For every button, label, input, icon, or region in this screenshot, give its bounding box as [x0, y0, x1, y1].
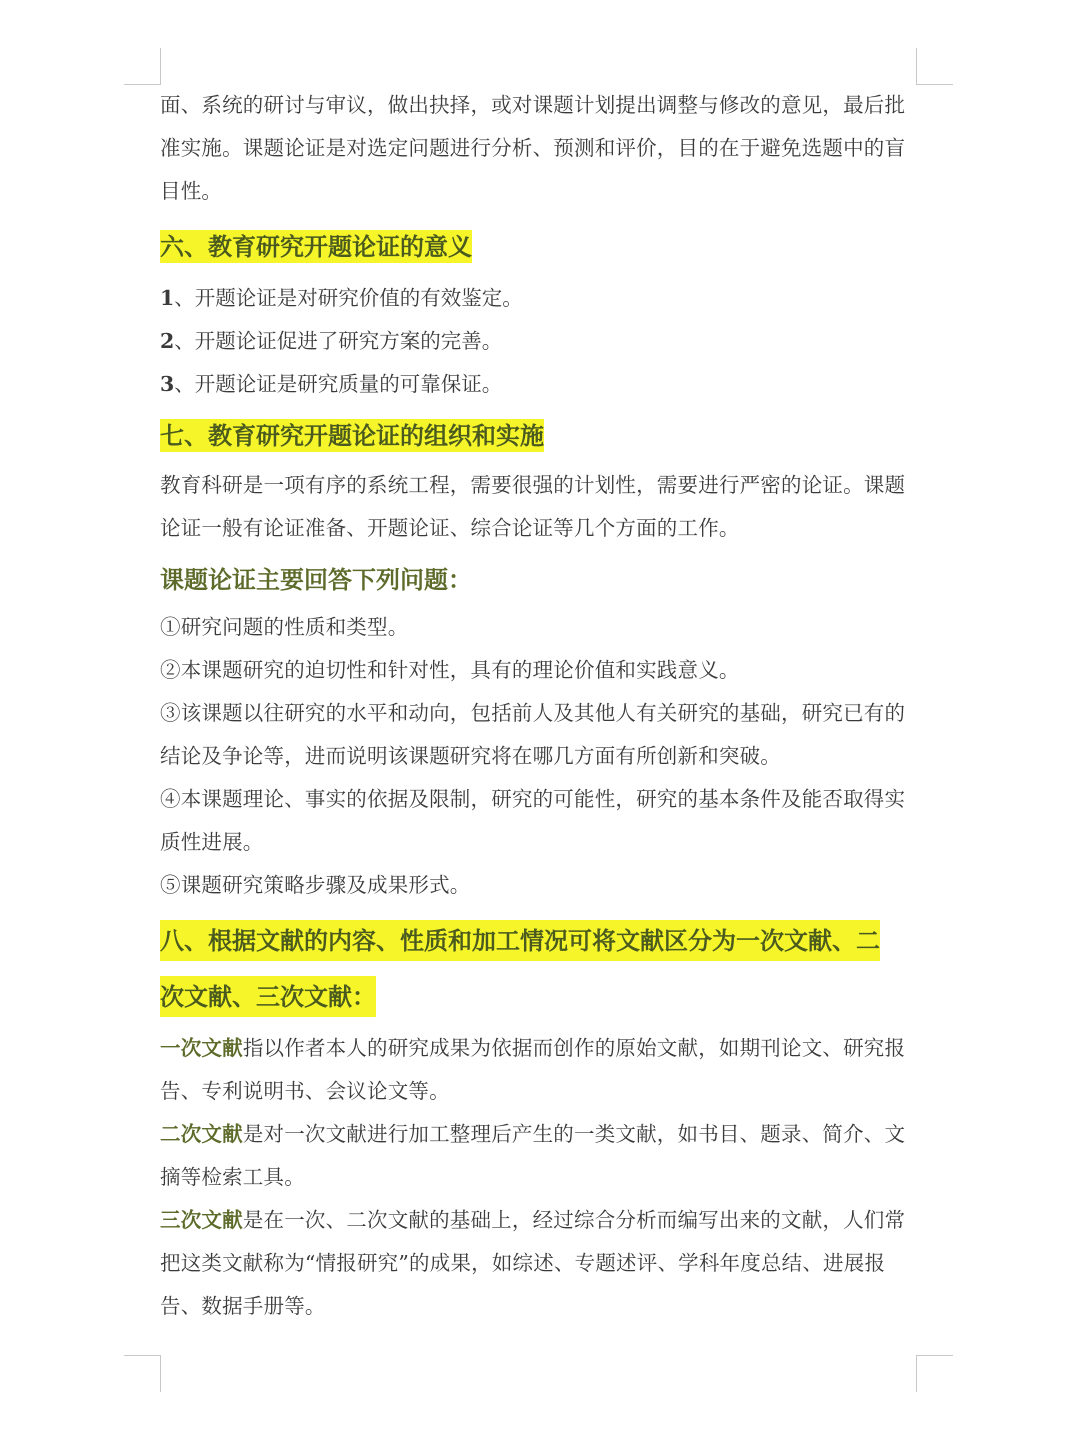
document-body [160, 84, 916, 1328]
page-corner-mark-bottom-left [124, 1355, 161, 1392]
list-item: ①研究问题的性质和类型。 [160, 615, 409, 639]
page-corner-mark-top-left [124, 48, 161, 85]
page-corner-mark-top-right [916, 48, 953, 85]
literature-types [160, 1027, 916, 1328]
intro-paragraph: 面、系统的研讨与审议，做出抉择，或对课题计划提出调整与修改的意见，最后批准实施。课题论证是对选定问题进行分析、预测和评价，目的在于避免选题中的盲目性。 [160, 93, 906, 203]
list-item: 二次文献是对一次文献进行加工整理后产生的一类文献，如书目、题录、简介、文摘等检索工具。 [160, 1122, 906, 1189]
section-7-heading: 七、教育研究开题论证的组织和实施 [160, 421, 544, 450]
section-6-heading: 六、教育研究开题论证的意义 [160, 232, 472, 261]
questions-heading: 课题论证主要回答下列问题： [160, 565, 472, 594]
list-item: 2、开题论证促进了研究方案的完善。 [160, 329, 503, 353]
questions-list [160, 606, 916, 907]
list-item: 一次文献指以作者本人的研究成果为依据而创作的原始文献，如期刊论文、研究报告、专利说明书、会议论文等。 [160, 1036, 906, 1103]
section-8-heading: 八、根据文献的内容、性质和加工情况可将文献区分为一次文献、二 次文献、三次文献： [160, 921, 916, 1017]
page-corner-mark-bottom-right [916, 1355, 953, 1392]
section-7-paragraph: 教育科研是一项有序的系统工程，需要很强的计划性，需要进行严密的论证。课题论证一般有论证准备、开题论证、综合论证等几个方面的工作。 [160, 473, 906, 540]
section-6-list [160, 277, 916, 406]
list-item: ④本课题理论、事实的依据及限制，研究的可能性，研究的基本条件及能否取得实质性进展。 [160, 787, 906, 854]
list-item: 3、开题论证是研究质量的可靠保证。 [160, 372, 503, 396]
list-item: 1、开题论证是对研究价值的有效鉴定。 [160, 286, 523, 310]
list-item: ②本课题研究的迫切性和针对性，具有的理论价值和实践意义。 [160, 658, 740, 682]
list-item: 三次文献是在一次、二次文献的基础上，经过综合分析而编写出来的文献，人们常把这类文献称为“情报研究”的成果，如综述、专题述评、学科年度总结、进展报告、数据手册等。 [160, 1208, 906, 1318]
list-item: ⑤课题研究策略步骤及成果形式。 [160, 873, 471, 897]
list-item: ③该课题以往研究的水平和动向，包括前人及其他人有关研究的基础，研究已有的结论及争论等，进而说明该课题研究将在哪几方面有所创新和突破。 [160, 701, 906, 768]
